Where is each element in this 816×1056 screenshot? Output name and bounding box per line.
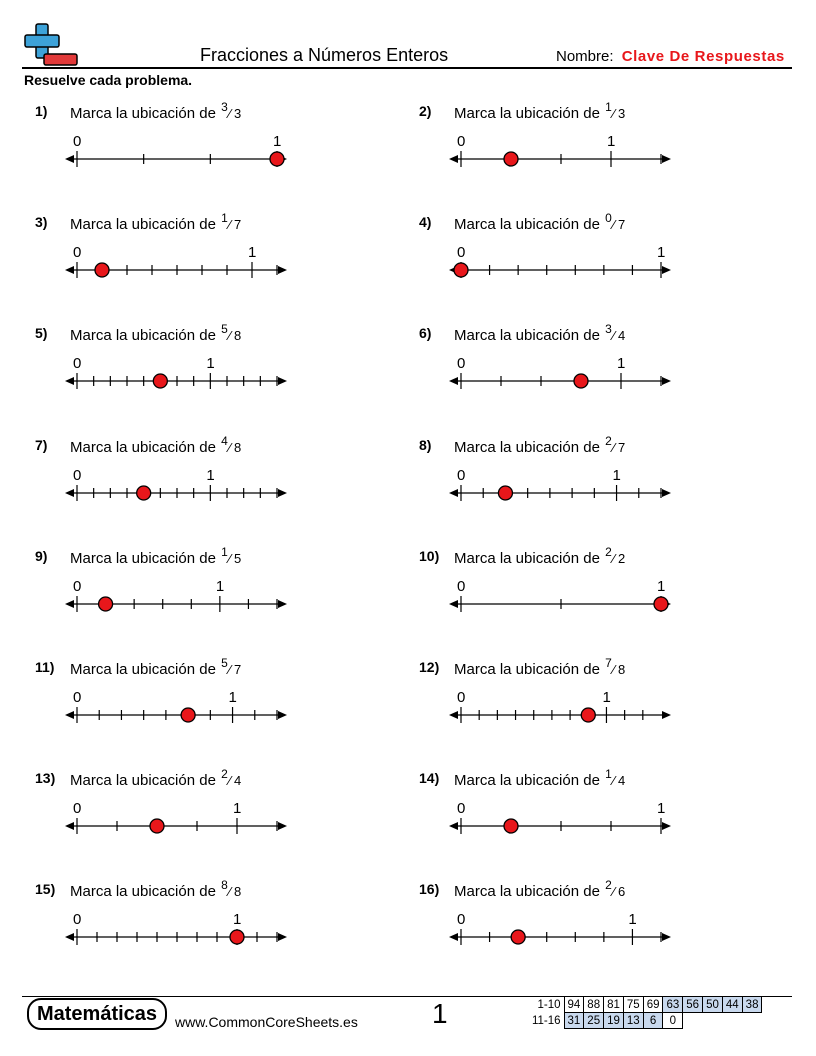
score-cell: 56	[683, 997, 703, 1013]
start-label: 0	[457, 355, 466, 373]
score-cell: 19	[604, 1013, 624, 1029]
problem-number: 15)	[35, 881, 56, 898]
problem-prompt	[454, 544, 626, 567]
start-label: 0	[457, 800, 466, 818]
name-field	[556, 48, 785, 65]
start-label: 0	[73, 577, 82, 595]
start-label: 0	[457, 577, 466, 595]
start-label: 0	[457, 466, 466, 484]
problem-number: 3)	[35, 214, 48, 231]
left-arrow-icon	[65, 489, 74, 497]
fraction-denominator: 8	[617, 662, 626, 677]
answer-dot	[153, 374, 167, 388]
start-label: 0	[73, 689, 82, 706]
problem-prompt	[70, 878, 242, 901]
prompt-text: Marca la ubicación de	[70, 661, 221, 678]
answer-dot	[137, 486, 151, 500]
left-arrow-icon	[65, 600, 74, 608]
score-cell: 81	[604, 997, 624, 1013]
fraction-numerator: 8	[221, 878, 228, 893]
fraction-slash: ⁄	[612, 884, 615, 900]
right-arrow-icon	[278, 377, 287, 385]
instructions: Resuelve cada problema.	[24, 72, 193, 88]
end-label: 1	[617, 355, 626, 373]
page-number: 1	[432, 998, 448, 1029]
name-label: Nombre:	[556, 48, 614, 65]
fraction-slash: ⁄	[228, 662, 231, 677]
end-label: 1	[657, 800, 666, 818]
problem-13	[35, 767, 335, 850]
fraction-denominator: 4	[617, 328, 626, 344]
score-table	[520, 996, 762, 1029]
number-line	[449, 129, 679, 175]
answer-dot	[498, 486, 512, 500]
problem-1	[35, 100, 335, 183]
end-label: 1	[657, 244, 666, 262]
left-arrow-icon	[65, 933, 74, 941]
prompt-text: Marca la ubicación de	[454, 438, 605, 456]
brand-badge: Matemáticas	[27, 998, 167, 1030]
fraction-denominator: 3	[617, 106, 626, 121]
fraction-slash: ⁄	[612, 550, 615, 566]
problem-number: 14)	[419, 770, 440, 787]
prompt-text: Marca la ubicación de	[454, 549, 605, 567]
problem-9	[35, 544, 335, 628]
score-cell-empty	[683, 1013, 703, 1029]
score-row	[520, 1013, 762, 1029]
problem-prompt	[70, 767, 242, 790]
fraction-numerator: 1	[221, 211, 228, 226]
answer-dot	[581, 708, 595, 722]
left-arrow-icon	[449, 711, 458, 719]
fraction-numerator: 2	[605, 878, 612, 893]
problem-3	[35, 211, 335, 294]
answer-dot	[150, 819, 164, 833]
site-url: www.CommonCoreSheets.es	[175, 1014, 358, 1030]
left-arrow-icon	[65, 822, 74, 830]
problem-number: 11)	[35, 659, 55, 675]
number-line	[65, 240, 295, 286]
prompt-text: Marca la ubicación de	[454, 105, 605, 122]
fraction-numerator: 3	[605, 322, 612, 337]
fraction-slash: ⁄	[612, 439, 615, 455]
score-cell-empty	[703, 1013, 723, 1029]
answer-dot	[99, 597, 113, 611]
fraction-numerator: 2	[605, 433, 612, 448]
fraction-denominator: 4	[233, 773, 242, 789]
number-line	[65, 129, 295, 175]
left-arrow-icon	[65, 377, 74, 385]
number-line	[65, 463, 295, 509]
fraction-numerator: 1	[605, 767, 612, 782]
fraction-slash: ⁄	[612, 217, 615, 233]
end-label: 1	[602, 689, 611, 706]
score-row	[520, 997, 762, 1013]
fraction-numerator: 5	[221, 656, 228, 670]
fraction-slash: ⁄	[612, 106, 615, 121]
end-label: 1	[228, 689, 237, 706]
number-line	[65, 351, 295, 397]
start-label: 0	[73, 800, 82, 818]
right-arrow-icon	[662, 822, 671, 830]
end-label: 1	[215, 577, 225, 595]
left-arrow-icon	[449, 155, 458, 163]
problem-number: 5)	[35, 325, 48, 342]
number-line	[65, 796, 295, 842]
fraction-denominator: 4	[617, 773, 626, 789]
prompt-text: Marca la ubicación de	[454, 661, 605, 678]
problem-number: 1)	[35, 103, 48, 119]
score-cell: 38	[742, 997, 762, 1013]
end-label: 1	[248, 244, 257, 262]
problem-12	[419, 656, 719, 739]
problem-prompt	[70, 211, 242, 234]
problem-5	[35, 322, 335, 405]
fraction-slash: ⁄	[228, 328, 231, 344]
fraction-numerator: 0	[605, 211, 612, 226]
fraction-slash: ⁄	[228, 439, 231, 455]
number-line	[449, 685, 679, 731]
answer-dot	[181, 708, 195, 722]
left-arrow-icon	[449, 489, 458, 497]
score-cell: 13	[623, 1013, 643, 1029]
end-label: 1	[628, 911, 637, 929]
prompt-text: Marca la ubicación de	[70, 772, 221, 790]
left-arrow-icon	[65, 155, 74, 163]
fraction-denominator: 8	[233, 884, 242, 900]
problem-prompt	[454, 322, 626, 345]
problem-prompt	[70, 100, 242, 122]
prompt-text: Marca la ubicación de	[70, 216, 221, 234]
problem-prompt	[454, 433, 626, 456]
problem-4	[419, 211, 719, 294]
right-arrow-icon	[278, 489, 287, 497]
plus-minus-logo-icon	[22, 22, 80, 68]
score-cell: 6	[643, 1013, 663, 1029]
start-label: 0	[457, 133, 466, 150]
start-label: 0	[457, 911, 466, 929]
fraction-denominator: 7	[617, 439, 626, 455]
problem-prompt	[454, 656, 626, 678]
number-line	[449, 463, 679, 509]
score-cell-empty	[742, 1013, 762, 1029]
fraction-denominator: 8	[233, 439, 242, 455]
right-arrow-icon	[662, 711, 671, 719]
start-label: 0	[73, 466, 82, 484]
score-cell: 75	[623, 997, 643, 1013]
fraction-slash: ⁄	[612, 773, 615, 789]
problem-10	[419, 544, 719, 628]
start-label: 0	[73, 133, 82, 150]
prompt-text: Marca la ubicación de	[70, 549, 221, 567]
score-cell: 88	[584, 997, 604, 1013]
right-arrow-icon	[278, 600, 287, 608]
start-label: 0	[73, 244, 82, 262]
prompt-text: Marca la ubicación de	[70, 438, 221, 456]
problem-2	[419, 100, 719, 183]
problem-prompt	[454, 100, 626, 122]
fraction-slash: ⁄	[228, 550, 231, 566]
right-arrow-icon	[662, 489, 671, 497]
fraction-denominator: 6	[617, 884, 626, 900]
right-arrow-icon	[278, 822, 287, 830]
problem-number: 2)	[419, 103, 432, 119]
problem-prompt	[454, 878, 626, 901]
end-label: 1	[612, 466, 621, 484]
number-line	[65, 907, 295, 953]
header-divider	[22, 67, 792, 69]
problem-14	[419, 767, 719, 850]
answer-dot	[95, 263, 109, 277]
fraction-denominator: 8	[233, 328, 242, 344]
start-label: 0	[73, 911, 82, 929]
score-row-label: 11-16	[531, 1014, 561, 1027]
problem-number: 16)	[419, 881, 440, 898]
problem-prompt	[70, 656, 242, 678]
end-label: 1	[206, 466, 215, 484]
end-label: 1	[607, 133, 616, 150]
score-cell: 50	[703, 997, 723, 1013]
score-cell: 31	[564, 1013, 584, 1029]
fraction-slash: ⁄	[612, 662, 615, 677]
problem-number: 6)	[419, 325, 432, 342]
problem-prompt	[70, 544, 242, 567]
end-label: 1	[233, 911, 242, 929]
problem-number: 8)	[419, 436, 432, 453]
fraction-slash: ⁄	[228, 217, 231, 233]
left-arrow-icon	[65, 711, 74, 719]
right-arrow-icon	[662, 377, 671, 385]
fraction-denominator: 7	[233, 662, 242, 677]
right-arrow-icon	[278, 711, 287, 719]
left-arrow-icon	[449, 933, 458, 941]
problem-15	[35, 878, 335, 961]
answer-dot	[454, 263, 468, 277]
score-row-label: 1-10	[537, 998, 561, 1011]
answer-dot	[511, 930, 525, 944]
score-cell: 63	[663, 997, 683, 1013]
problem-prompt	[70, 433, 242, 456]
fraction-slash: ⁄	[228, 106, 231, 121]
fraction-denominator: 7	[617, 217, 626, 233]
fraction-numerator: 3	[221, 100, 228, 114]
score-cell: 0	[663, 1013, 683, 1029]
prompt-text: Marca la ubicación de	[454, 772, 605, 790]
answer-dot	[230, 930, 244, 944]
end-label: 1	[273, 133, 282, 150]
prompt-text: Marca la ubicación de	[454, 883, 605, 901]
score-cell: 69	[643, 997, 663, 1013]
problem-number: 12)	[419, 659, 440, 675]
left-arrow-icon	[449, 822, 458, 830]
start-label: 0	[457, 244, 466, 262]
problem-8	[419, 433, 719, 517]
problem-prompt	[454, 211, 626, 234]
end-label: 1	[206, 355, 215, 373]
number-line	[449, 351, 679, 397]
prompt-text: Marca la ubicación de	[454, 327, 605, 345]
fraction-numerator: 1	[605, 100, 612, 114]
number-line	[65, 574, 295, 620]
fraction-numerator: 7	[605, 656, 612, 670]
fraction-denominator: 5	[233, 550, 242, 566]
answer-dot	[504, 819, 518, 833]
prompt-text: Marca la ubicación de	[70, 883, 221, 901]
score-cell-empty	[722, 1013, 742, 1029]
problem-number: 7)	[35, 436, 48, 453]
score-cell: 44	[722, 997, 742, 1013]
fraction-slash: ⁄	[228, 773, 231, 789]
fraction-slash: ⁄	[612, 328, 615, 344]
start-label: 0	[457, 689, 466, 706]
fraction-denominator: 2	[617, 550, 626, 566]
number-line	[65, 685, 295, 731]
end-label: 1	[233, 800, 242, 818]
score-cell: 94	[564, 997, 584, 1013]
problem-number: 10)	[419, 547, 440, 564]
problem-number: 9)	[35, 547, 48, 564]
right-arrow-icon	[278, 266, 287, 274]
problem-16	[419, 878, 719, 961]
prompt-text: Marca la ubicación de	[70, 327, 221, 345]
score-cell: 25	[584, 1013, 604, 1029]
left-arrow-icon	[449, 600, 458, 608]
left-arrow-icon	[65, 266, 74, 274]
number-line	[449, 907, 679, 953]
number-line	[449, 574, 679, 620]
answer-dot	[654, 597, 668, 611]
answer-dot	[270, 152, 284, 166]
answer-dot	[574, 374, 588, 388]
prompt-text: Marca la ubicación de	[70, 105, 221, 122]
right-arrow-icon	[662, 933, 671, 941]
fraction-numerator: 5	[221, 322, 228, 337]
answer-dot	[504, 152, 518, 166]
problem-6	[419, 322, 719, 405]
right-arrow-icon	[278, 933, 287, 941]
fraction-numerator: 4	[221, 433, 228, 448]
start-label: 0	[73, 355, 82, 373]
number-line	[449, 240, 679, 286]
answer-key-label: Clave De Respuestas	[621, 48, 785, 65]
fraction-denominator: 3	[233, 106, 242, 121]
problem-prompt	[70, 322, 242, 345]
fraction-numerator: 2	[221, 767, 228, 782]
fraction-denominator: 7	[233, 217, 242, 233]
problem-11	[35, 656, 335, 739]
problem-number: 4)	[419, 214, 432, 231]
fraction-numerator: 2	[605, 544, 612, 559]
number-line	[449, 796, 679, 842]
prompt-text: Marca la ubicación de	[454, 216, 605, 234]
problem-prompt	[454, 767, 626, 790]
problem-number: 13)	[35, 770, 56, 787]
fraction-slash: ⁄	[228, 884, 231, 900]
fraction-numerator: 1	[221, 544, 228, 559]
page-title: Fracciones a Números Enteros	[200, 45, 449, 65]
end-label: 1	[657, 577, 666, 595]
left-arrow-icon	[449, 377, 458, 385]
problem-7	[35, 433, 335, 517]
right-arrow-icon	[662, 155, 671, 163]
right-arrow-icon	[662, 266, 671, 274]
